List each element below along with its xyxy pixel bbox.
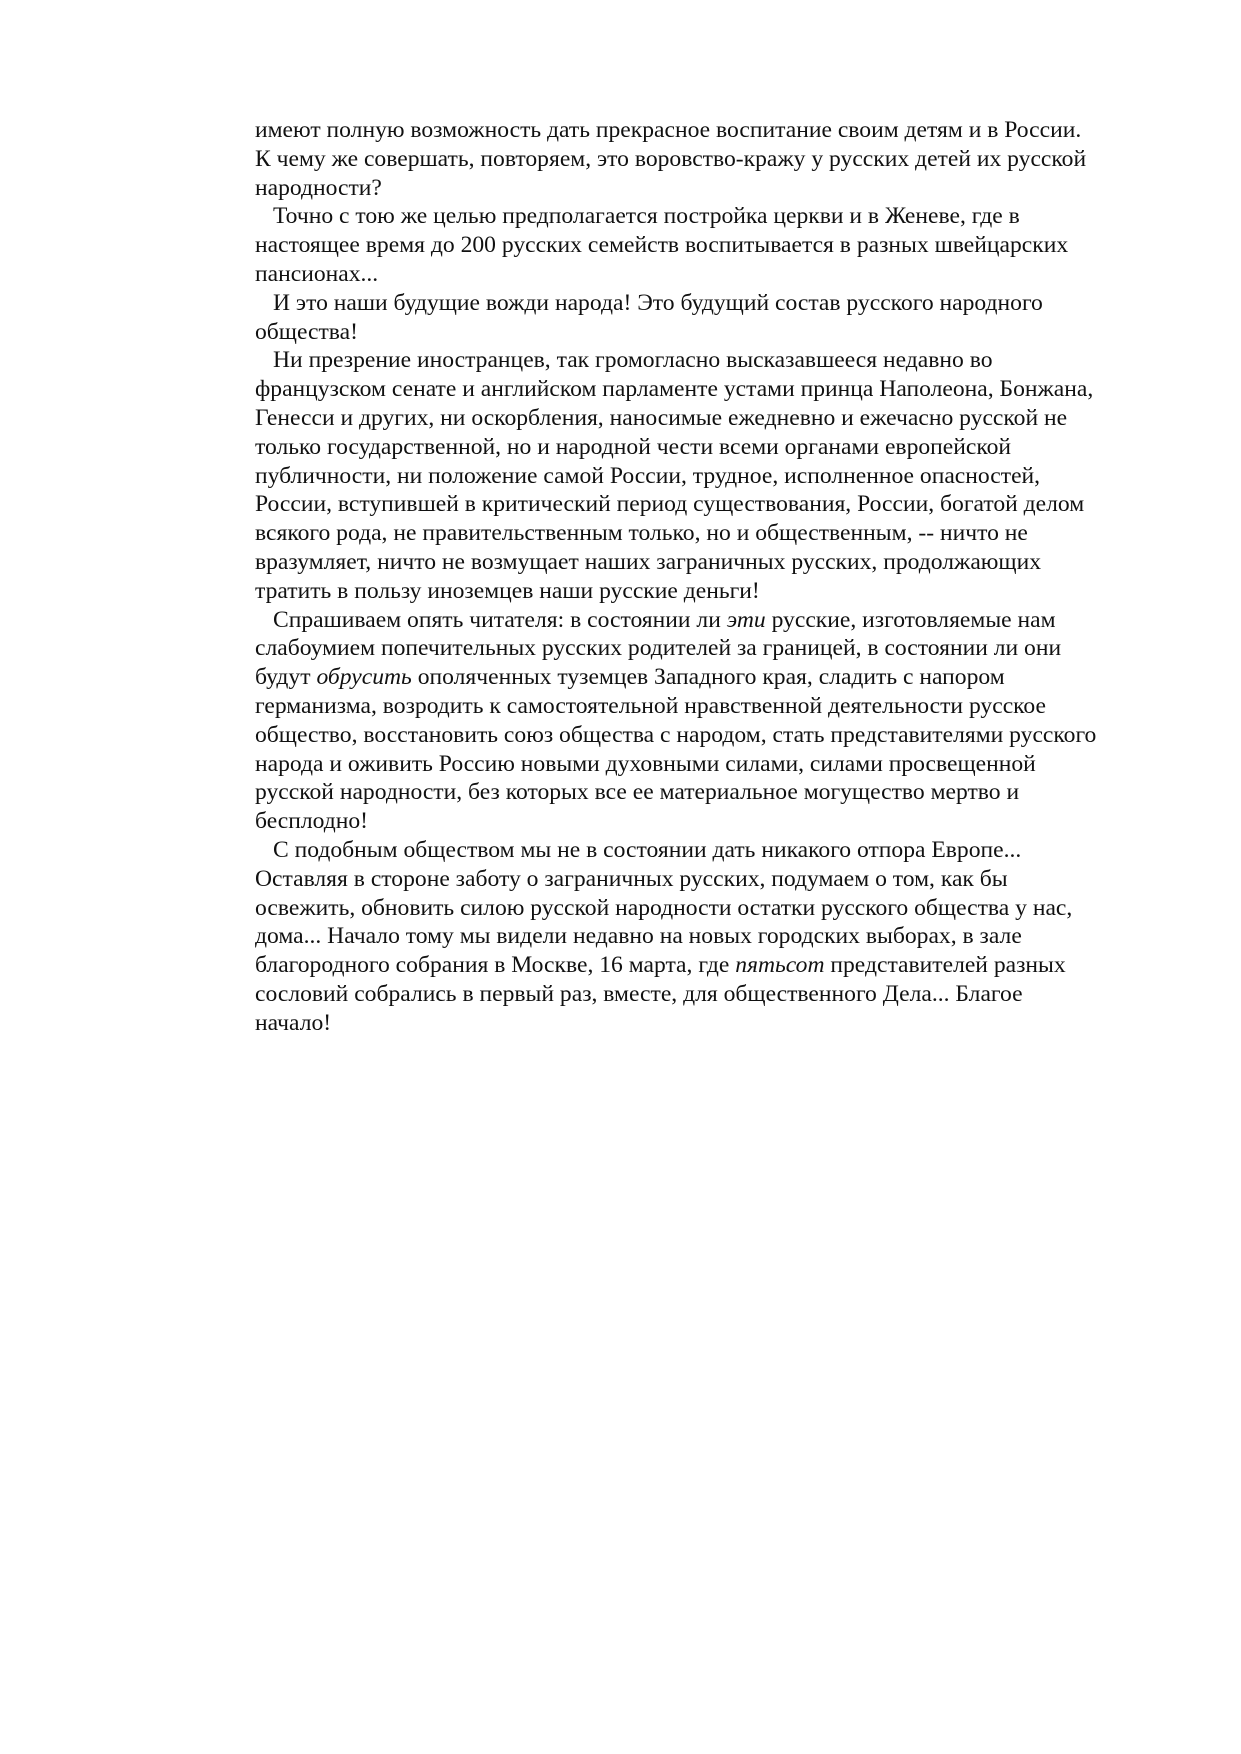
text-segment: имеют полную возможность дать прекрасное воспитание своим детям и в России. — [255, 117, 1082, 143]
text-segment: Спрашиваем опять читателя: в состоянии ли — [273, 606, 727, 633]
text-segment: германизма, возродить к самостоятельной нравственной деятельности русское — [255, 692, 1046, 719]
text-line — [255, 750, 1160, 779]
text-segment: настоящее время до 200 русских семейств воспитывается в разных швейцарских — [255, 232, 1069, 259]
emphasized-word: пятьсот — [735, 952, 825, 979]
text-line — [255, 778, 1160, 807]
text-segment: Точно с тою же целью предполагается постройка церкви и в Женеве, где в — [273, 203, 1020, 230]
text-line — [255, 980, 1160, 1009]
text-segment: ополяченных туземцев Западного края, сладить с напором — [411, 664, 1005, 691]
text-segment: публичности, ни положение самой России, трудное, исполненное опасностей, — [255, 462, 1041, 489]
text-segment: русской народности, без которых все ее материальное могущество мертво и — [255, 779, 1020, 806]
text-line — [255, 692, 1160, 721]
text-line — [255, 404, 1160, 433]
text-segment: сословий собрались в первый раз, вместе, для общественного Дела... Благое — [255, 980, 1023, 1007]
text-line — [255, 807, 1160, 836]
paragraph — [255, 606, 1160, 836]
text-line — [255, 231, 1160, 260]
text-segment: только государственной, но и народной чести всеми органами европейской — [255, 433, 1012, 460]
text-line — [255, 1009, 1160, 1038]
text-line — [255, 462, 1160, 491]
text-segment: И это наши будущие вожди народа! Это будущий состав русского народного — [273, 289, 1043, 316]
text-line — [255, 318, 1160, 347]
paragraph — [255, 202, 1160, 288]
text-segment: слабоумием попечительных русских родителей за границей, в состоянии ли они — [255, 635, 1062, 662]
text-segment: Ни презрение иностранцев, так громогласно высказавшееся недавно во — [273, 347, 993, 374]
text-segment: Генесси и других, ни оскорбления, наносимые ежедневно и ежечасно русской не — [255, 404, 1068, 431]
text-segment: пансионах... — [255, 260, 379, 287]
text-segment: всякого рода, не правительственным только, но и общественным, -- ничто не — [255, 520, 1028, 547]
text-line — [255, 174, 1160, 203]
text-line — [255, 606, 1160, 635]
emphasized-word: обрусить — [316, 664, 412, 691]
text-line — [255, 634, 1160, 663]
text-segment: народности? — [255, 174, 382, 201]
paragraph — [255, 836, 1160, 1038]
text-segment: дома... Начало тому мы видели недавно на новых городских выборах, в зале — [255, 923, 1022, 950]
text-segment: французском сенате и английском парламенте устами принца Наполеона, Бонжана, — [255, 376, 1094, 403]
text-segment: русские, изготовляемые нам — [765, 606, 1056, 633]
paragraph — [255, 116, 1160, 202]
text-segment: будут — [255, 664, 317, 691]
text-line — [255, 145, 1160, 174]
text-line — [255, 202, 1160, 231]
text-line — [255, 433, 1160, 462]
text-segment: К чему же совершать, повторяем, это воровство-кражу у русских детей их русской — [255, 145, 1087, 172]
text-segment: освежить, обновить силою русской народности остатки русского общества у нас, — [255, 894, 1073, 921]
body-text — [255, 116, 1160, 1038]
paragraph — [255, 346, 1160, 605]
text-line — [255, 836, 1160, 865]
text-line — [255, 865, 1160, 894]
text-line — [255, 922, 1160, 951]
text-segment: начало! — [255, 1009, 332, 1036]
text-line — [255, 289, 1160, 318]
text-line — [255, 894, 1160, 923]
text-segment: России, вступившей в критический период существования, России, богатой делом — [255, 491, 1085, 518]
text-line — [255, 490, 1160, 519]
text-segment: Оставляя в стороне заботу о заграничных русских, подумаем о том, как бы — [255, 865, 1008, 892]
text-line — [255, 577, 1160, 606]
text-line — [255, 663, 1160, 692]
text-line — [255, 346, 1160, 375]
text-line — [255, 116, 1160, 145]
text-line — [255, 951, 1160, 980]
text-line — [255, 375, 1160, 404]
text-segment: благородного собрания в Москве, 16 марта, где — [255, 952, 736, 979]
text-segment: представителей разных — [824, 952, 1066, 979]
paragraph — [255, 289, 1160, 347]
text-segment: общества! — [255, 318, 358, 345]
text-segment: С подобным обществом мы не в состоянии дать никакого отпора Европе... — [273, 836, 1022, 863]
emphasized-word: эти — [726, 606, 766, 633]
text-line — [255, 548, 1160, 577]
text-line — [255, 721, 1160, 750]
text-segment: общество, восстановить союз общества с народом, стать представителями русского — [255, 721, 1097, 748]
text-line — [255, 519, 1160, 548]
text-segment: народа и оживить Россию новыми духовными силами, силами просвещенной — [255, 750, 1036, 777]
text-segment: вразумляет, ничто не возмущает наших заграничных русских, продолжающих — [255, 548, 1042, 575]
text-line — [255, 260, 1160, 289]
text-segment: бесплодно! — [255, 808, 369, 835]
text-segment: тратить в пользу иноземцев наши русские деньги! — [255, 577, 760, 604]
